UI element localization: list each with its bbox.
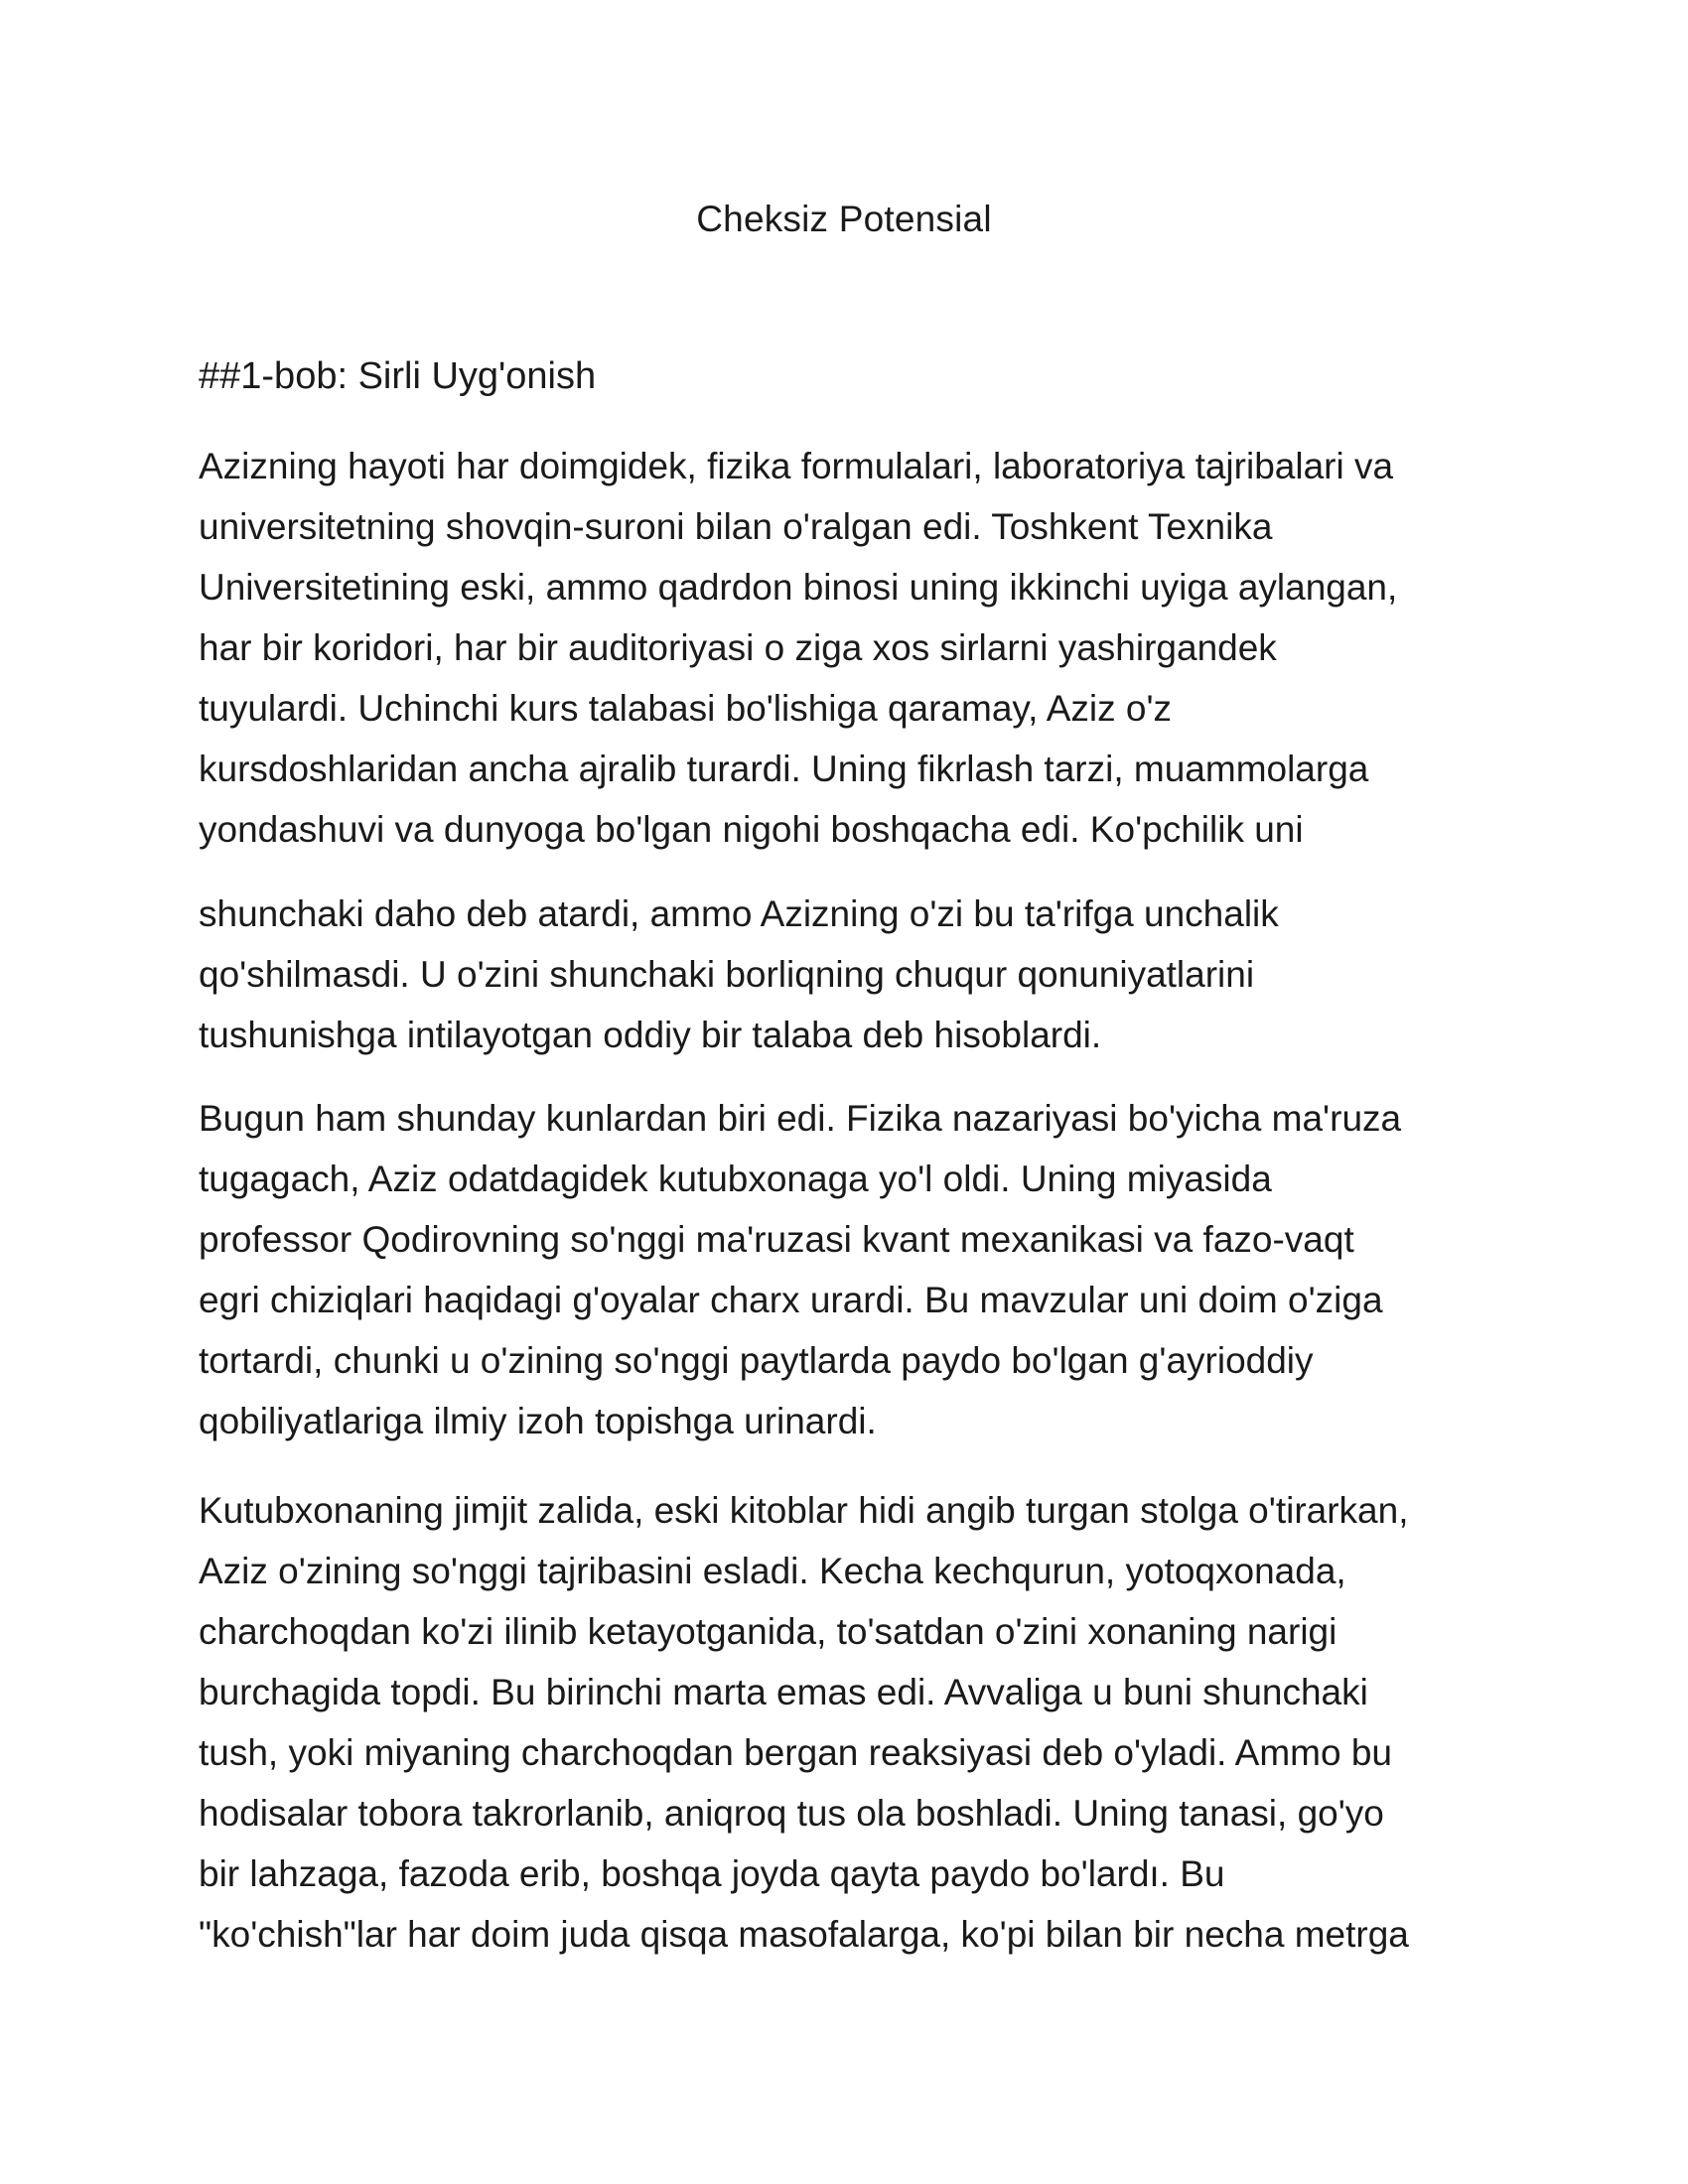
chapter-heading: ##1-bob: Sirli Uyg'onish [199, 355, 597, 397]
paragraph [199, 436, 1499, 860]
document-title: Cheksiz Potensial [696, 199, 992, 239]
text-line: Kutubxonaning jimjit zalida, eski kitoblar hidi angib turgan stolga o'tirarkan, [199, 1490, 1409, 1531]
text-line: tushunishga intilayotgan oddiy bir talaba deb hisoblardi. [199, 1015, 1102, 1055]
text-line: har bir koridori, har bir auditoriyasi o ziga xos sirlarni yashirgandek [199, 627, 1277, 668]
text-line: Universitetining eski, ammo qadrdon binosi uning ikkinchi uyiga aylangan, [199, 567, 1398, 608]
paragraph [199, 1480, 1499, 1965]
text-line: shunchaki daho deb atardi, ammo Azizning o'zi bu ta'rifga unchalik [199, 893, 1279, 934]
text-line: Azizning hayoti har doimgidek, fizika formulalari, laboratoriya tajribalari va [199, 446, 1394, 486]
text-line: qobiliyatlariga ilmiy izoh topishga urinardi. [199, 1401, 877, 1441]
paragraph [199, 1088, 1499, 1451]
text-line: kursdoshlaridan ancha ajralib turardi. Uning fikrlash tarzi, muammolarga [199, 749, 1369, 789]
text-line: tortardi, chunki u o'zining so'nggi paytlarda paydo bo'lgan g'ayrioddiy [199, 1340, 1314, 1381]
text-line: Aziz o'zining so'nggi tajribasini esladi. Kecha kechqurun, yotoqxonada, [199, 1551, 1346, 1591]
text-line: yondashuvi va dunyoga bo'lgan nigohi boshqacha edi. Ko'pchilik uni [199, 809, 1304, 850]
text-line: burchagida topdi. Bu birinchi marta emas edi. Avvaliga u buni shunchaki [199, 1672, 1368, 1712]
paragraph [199, 884, 1499, 1065]
text-line: tuyulardi. Uchinchi kurs talabasi bo'lishiga qaramay, Aziz o'z [199, 688, 1173, 729]
text-line: charchoqdan ko'zi ilinib ketayotganida, to'satdan o'zini xonaning narigi [199, 1611, 1337, 1652]
text-line: bir lahzaga, fazoda erib, boshqa joyda qayta paydo bo'lardı. Bu [199, 1853, 1225, 1894]
text-line: tugagach, Aziz odatdagidek kutubxonaga yo'l oldi. Uning miyasida [199, 1159, 1272, 1199]
text-line: hodisalar tobora takrorlanib, aniqroq tus ola boshladi. Uning tanasi, go'yo [199, 1793, 1384, 1834]
text-line: "ko'chish"lar har doim juda qisqa masofalarga, ko'pi bilan bir necha metrga [199, 1914, 1409, 1955]
text-line: professor Qodirovning so'nggi ma'ruzasi kvant mexanikasi va fazo-vaqt [199, 1219, 1354, 1260]
text-line: Bugun ham shunday kunlardan biri edi. Fizika nazariyasi bo'yicha ma'ruza [199, 1098, 1402, 1139]
text-line: universitetning shovqin-suroni bilan o'ralgan edi. Toshkent Texnika [199, 506, 1273, 547]
text-line: tush, yoki miyaning charchoqdan bergan reaksiyasi deb o'yladi. Ammo bu [199, 1732, 1393, 1773]
text-line: qo'shilmasdi. U o'zini shunchaki borliqning chuqur qonuniyatlarini [199, 954, 1255, 995]
text-line: egri chiziqlari haqidagi g'oyalar charx urardi. Bu mavzular uni doim o'ziga [199, 1280, 1383, 1320]
